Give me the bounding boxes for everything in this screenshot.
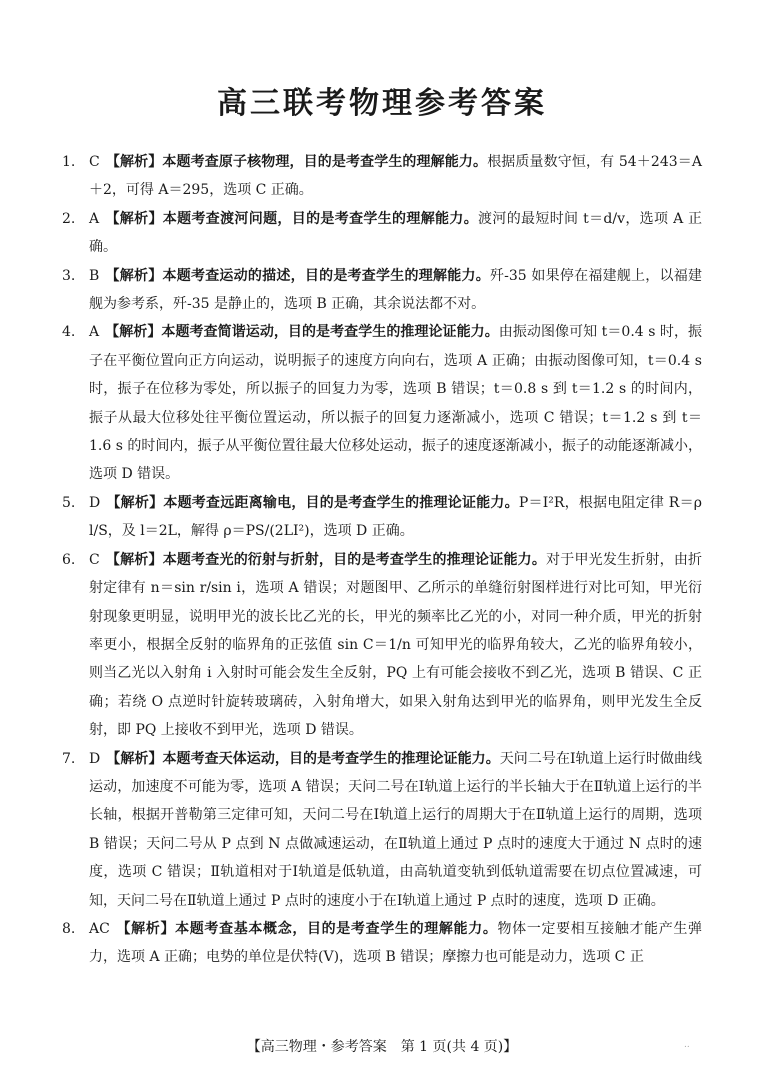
- answer-item: [62, 546, 702, 745]
- analysis-heading: 本题考查基本概念，目的是考查学生的理解能力。: [175, 920, 498, 937]
- answer-item: [62, 915, 702, 972]
- analysis-heading: 本题考查运动的描述，目的是考查学生的理解能力。: [162, 267, 490, 284]
- analysis-body: 对于甲光发生折射，由折射定律有 n＝sin r/sin i，选项 A 错误；对题图甲、乙所示的单缝衍射图样进行对比可知，甲光衍射现象更明显，说明甲光的波长比乙光的长，甲光的频率比乙光的小，对同一种介质，甲光的折射率更小，根据全反射的临界角的正弦值 sin C＝1/n 可知甲光的临界角较大，乙光的临界角较小，则当乙光以入射角 i 入射时可能会发生全反射，PQ 上有可能会接收不到乙光，选项 B 错误、C 正确；若绕 O 点逆时针旋转玻璃砖，入射角增大，如果入射角达到甲光的临界角，则甲光发生全反射，即 PQ 上接收不到甲光，选项 D 错误。: [89, 551, 703, 739]
- analysis-body: 由振动图像可知 t＝0.4 s 时，振子在平衡位置向正方向运动，说明振子的速度方向向右，选项 A 正确；由振动图像可知，t＝0.4 s 时，振子在位移为零处，所以振子的回复力为零，选项 B 错误；t＝0.8 s 到 t＝1.2 s 的时间内，振子从最大位移处往平衡位置运动，所以振子的回复力逐渐减小，选项 C 错误；t＝1.2 s 到 t＝1.6 s 的时间内，振子从平衡位置往最大位移处运动，振子的速度逐渐减小，振子的动能逐渐减小，选项 D 错误。: [89, 324, 703, 483]
- answer-item: [62, 318, 702, 488]
- analysis-heading: 本题考查简谐运动，目的是考查学生的推理论证能力。: [161, 324, 499, 341]
- analysis-tag: 【解析】: [105, 324, 162, 341]
- question-number: 8.: [62, 920, 76, 937]
- question-number: 1.: [62, 154, 76, 170]
- analysis-body: 根据质量数守恒，有 54＋243＝A＋2，可得 A＝295，选项 C 正确。: [89, 154, 703, 199]
- page-footer: 【高三物理・参考答案 第 1 页(共 4 页)】: [246, 1039, 518, 1055]
- analysis-tag: 【解析】: [105, 267, 163, 284]
- analysis-heading: 本题考查天体运动，目的是考查学生的推理论证能力。: [162, 750, 500, 767]
- answer-choice: B: [89, 267, 100, 284]
- corner-mark: ..: [684, 1040, 690, 1050]
- answer-choice: D: [89, 494, 101, 511]
- answer-item: [62, 262, 702, 319]
- analysis-body: 天问二号在Ⅰ轨道上运行时做曲线运动，加速度不可能为零，选项 A 错误；天问二号在Ⅰ轨道上运行的半长轴大于在Ⅱ轨道上运行的半长轴，根据开普勒第三定律可知，天问二号在Ⅰ轨道上运行的周期大于在Ⅱ轨道上运行的周期，选项 B 错误；天问二号从 P 点到 N 点做减速运动，在Ⅱ轨道上通过 P 点时的速度大于通过 N 点时的速度，选项 C 错误；Ⅱ轨道相对于Ⅰ轨道是低轨道，由高轨道变轨到低轨道需要在切点位置减速，可知，天问二号在Ⅱ轨道上通过 P 点时的速度小于在Ⅰ轨道上通过 P 点时的速度，选项 D 正确。: [89, 750, 703, 909]
- answer-choice: A: [89, 210, 100, 227]
- question-number: 7.: [62, 750, 76, 767]
- answer-item: [62, 489, 702, 546]
- analysis-heading: 本题考查原子核物理，目的是考查学生的理解能力。: [162, 154, 488, 170]
- analysis-tag: 【解析】: [106, 750, 163, 767]
- question-number: 5.: [62, 494, 76, 511]
- answer-choice: C: [89, 154, 100, 170]
- answer-choice: C: [89, 551, 100, 568]
- question-number: 4.: [62, 324, 76, 341]
- analysis-body: P＝I²R，根据电阻定律 R＝ρ l/S，及 l＝2L，解得 ρ＝PS/(2LI²)，选项 D 正确。: [89, 494, 703, 540]
- analysis-tag: 【解析】: [105, 210, 163, 227]
- analysis-heading: 本题考查远距离输电，目的是考查学生的推理论证能力。: [163, 494, 519, 511]
- answer-choice: A: [89, 324, 100, 341]
- answer-choice: D: [89, 750, 101, 767]
- analysis-body: 渡河的最短时间 t＝d/v，选项 A 正确。: [89, 210, 703, 256]
- answer-choice: AC: [89, 920, 110, 937]
- analysis-tag: 【解析】: [105, 154, 163, 170]
- answer-item: [62, 745, 702, 915]
- question-number: 6.: [62, 551, 76, 568]
- analysis-tag: 【解析】: [115, 920, 176, 937]
- question-number: 3.: [62, 267, 76, 284]
- question-number: 2.: [62, 210, 76, 227]
- analysis-tag: 【解析】: [106, 494, 164, 511]
- answer-item: [62, 205, 702, 262]
- analysis-heading: 本题考查光的衍射与折射，目的是考查学生的推理论证能力。: [162, 551, 547, 568]
- analysis-heading: 本题考查渡河问题，目的是考查学生的理解能力。: [162, 210, 479, 227]
- page-title: 高三联考物理参考答案: [217, 86, 547, 121]
- analysis-body: 歼-35 如果停在福建舰上，以福建舰为参考系，歼-35 是静止的，选项 B 正确，其余说法都不对。: [89, 267, 703, 313]
- analysis-body: 物体一定要相互接触才能产生弹力，选项 A 正确；电势的单位是伏特(V)，选项 B 错误；摩擦力也可能是动力，选项 C 正: [89, 920, 703, 966]
- answer-item: [62, 148, 702, 205]
- analysis-tag: 【解析】: [105, 551, 163, 568]
- answer-list: [62, 148, 702, 972]
